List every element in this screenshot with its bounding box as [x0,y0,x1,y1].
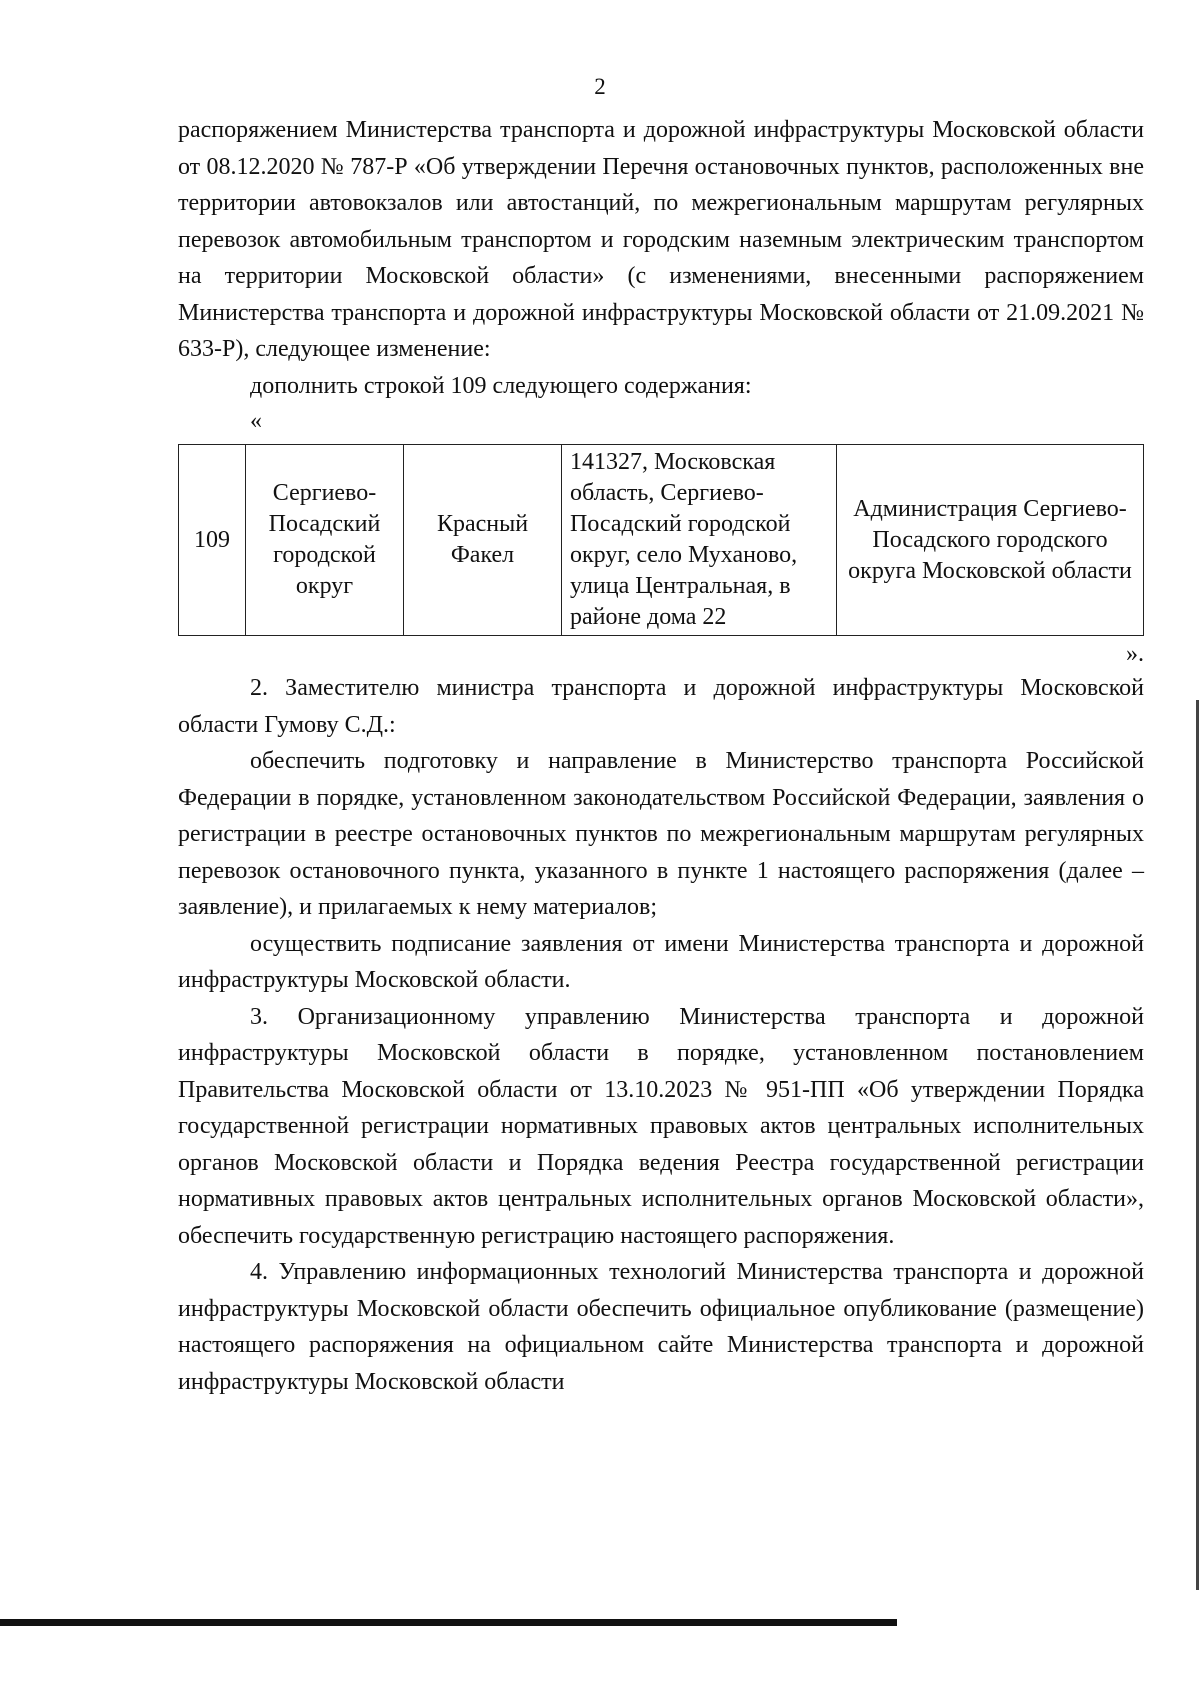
scan-edge-mark [1196,700,1199,1590]
paragraph-item-2-task-2: осуществить подписание заявления от имени Министерства транспорта и дорожной инфраструктуры Московской области. [178,930,1144,993]
cell-owner: Администрация Сергиево-Посадского городского округа Московской области [837,445,1144,636]
paragraph-item-2-task-1: обеспечить подготовку и направление в Министерство транспорта Российской Федерации в порядке, установленном законодательством Российской Федерации, заявления о регистрации в реестре остановочных пунктов по межрегиональным маршрутам регулярных перевозок остановочного пункта, указанного в пункте 1 настоящего распоряжения (далее – заявление), и прилагаемых к нему материалов; [178,748,1144,920]
paragraph-item-3: 3. Организационному управлению Министерства транспорта и дорожной инфраструктуры Московской области в порядке, установленном постановлением Правительства Московской области от 13.10.2023 № 951-ПП «Об утверждении Порядка государственной регистрации нормативных правовых актов центральных исполнительных органов Московской области и Порядка ведения Реестра государственной регистрации нормативных правовых актов центральных исполнительных органов Московской области», обеспечить государственную регистрацию настоящего распоряжения. [178,1003,1144,1249]
paragraph-item-2: 2. Заместителю министра транспорта и дорожной инфраструктуры Московской области Гумову С.Д.: [178,675,1144,738]
paragraph-add-row: дополнить строкой 109 следующего содержания: [250,372,752,399]
paragraph-amendment-intro: распоряжением Министерства транспорта и дорожной инфраструктуры Московской области от 08.12.2020 № 787-Р «Об утверждении Перечня остановочных пунктов, расположенных вне территории автовокзалов или автостанций, по межрегиональным маршрутам регулярных перевозок автомобильным транспортом и городским наземным электрическим транспортом на территории Московской области» (с изменениями, внесенными распоряжением Министерства транспорта и дорожной инфраструктуры Московской области от 21.09.2021 № 633-Р), следующее изменение: [178,117,1144,362]
document-body [178,112,1144,1400]
closing-quote: ». [1126,641,1144,667]
opening-quote: « [250,408,262,434]
cell-address: 141327, Московская область, Сергиево-Посадский городской округ, село Муханово, улица Центральная, в районе дома 22 [562,445,837,636]
page-number: 2 [594,74,606,99]
table-row [179,445,1144,636]
paragraph-item-4: 4. Управлению информационных технологий Министерства транспорта и дорожной инфраструктуры Московской области обеспечить официальное опубликование (размещение) настоящего распоряжения на официальном сайте Министерства транспорта и дорожной инфраструктуры Московской области [178,1259,1144,1395]
cell-row-number: 109 [179,445,246,636]
inserted-row-table [178,444,1144,636]
cell-stop-name: Красный Факел [404,445,562,636]
cell-district: Сергиево-Посадский городской округ [246,445,404,636]
bottom-scan-rule [0,1619,897,1626]
